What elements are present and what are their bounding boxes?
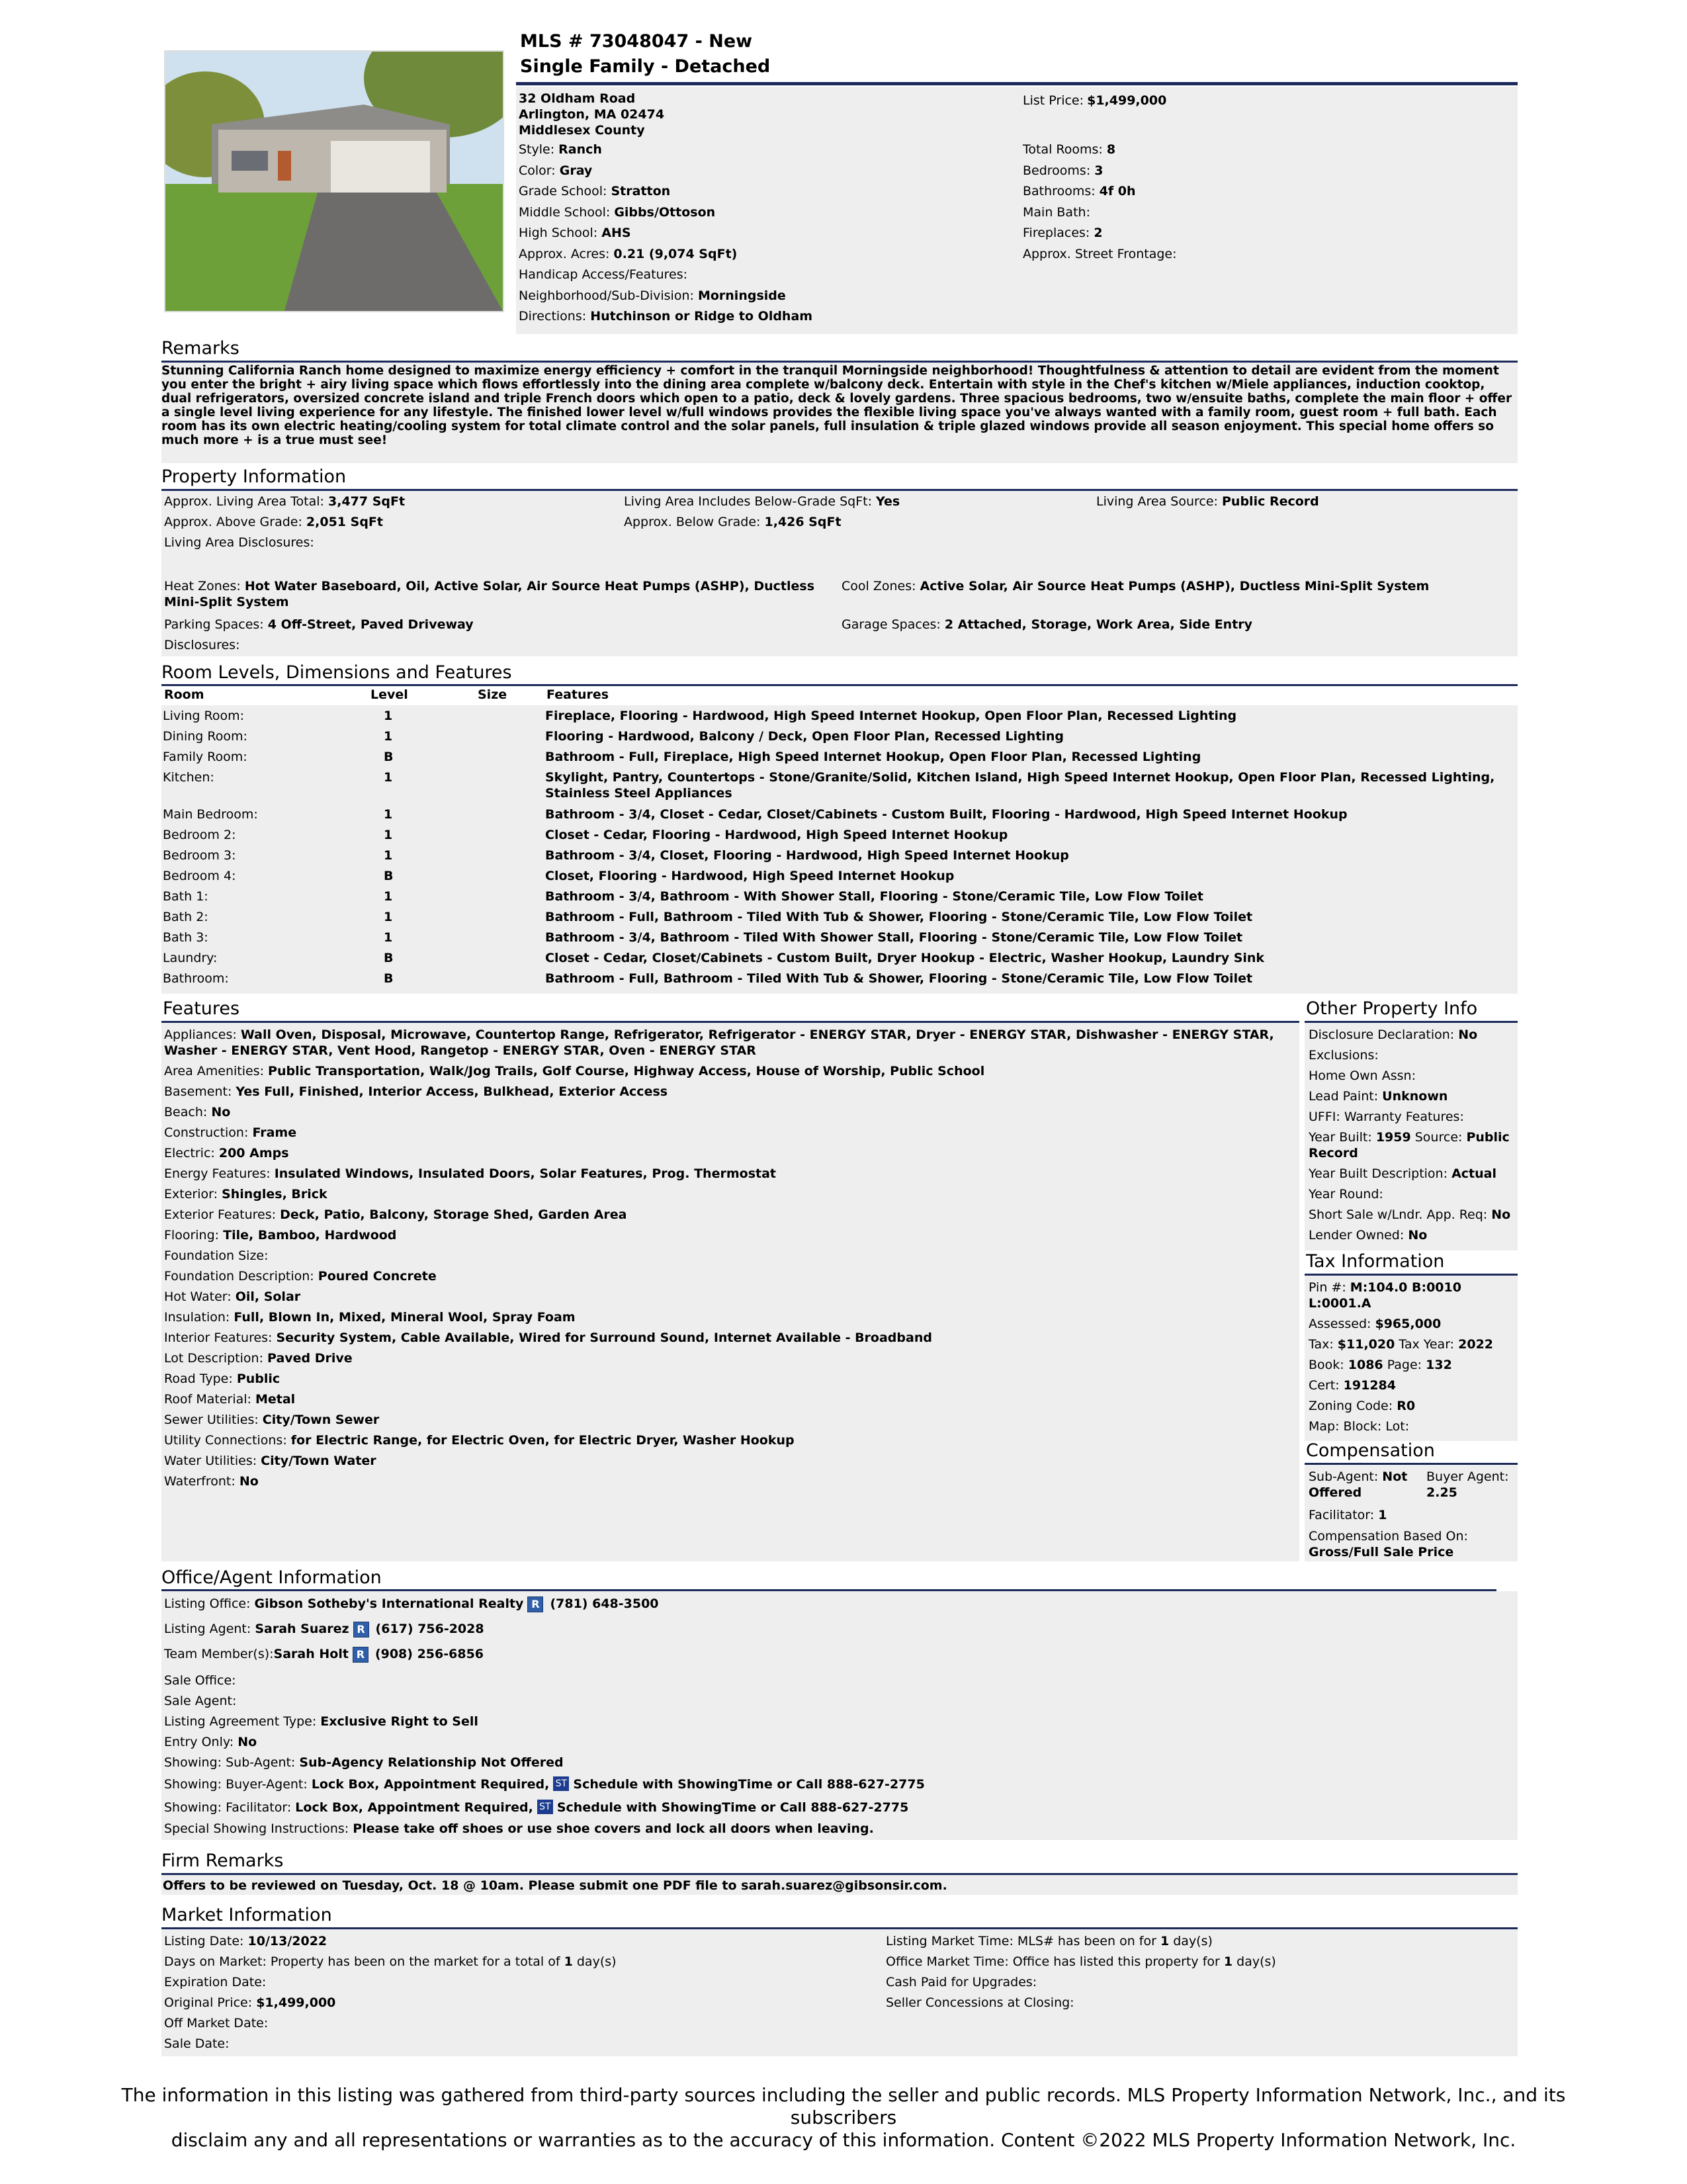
tax-book-page: Book: 1086 Page: 132 xyxy=(1309,1358,1452,1372)
days-on-market: Days on Market: Property has been on the market for a total of 1 day(s) xyxy=(164,1954,617,1969)
rooms-rule xyxy=(161,684,1518,686)
sale-office: Sale Office: xyxy=(164,1673,236,1688)
feature-water: Water Utilities: City/Town Water xyxy=(164,1454,376,1468)
other-year-built-desc: Year Built Description: Actual xyxy=(1309,1166,1496,1181)
feature-utility: Utility Connections: for Electric Range, for Electric Oven, for Electric Dryer, Washer Hookup xyxy=(164,1433,795,1448)
property-photo xyxy=(164,50,504,312)
special-instructions: Special Showing Instructions: Please take off shoes or use shoe covers and lock all doors when leaving. xyxy=(164,1821,874,1836)
feature-flooring: Flooring: Tile, Bamboo, Hardwood xyxy=(164,1228,397,1243)
detail-neighborhood: Neighborhood/Sub-Division: Morningside xyxy=(519,288,786,303)
feature-basement: Basement: Yes Full, Finished, Interior Access, Bulkhead, Exterior Access xyxy=(164,1084,668,1099)
detail-street-frontage: Approx. Street Frontage: xyxy=(1023,246,1177,261)
living-area-disclosures: Living Area Disclosures: xyxy=(164,535,314,550)
other-year-built: Year Built: 1959 Source: Public Record xyxy=(1309,1130,1510,1160)
office-title: Office/Agent Information xyxy=(161,1567,382,1588)
other-lender-owned: Lender Owned: No xyxy=(1309,1228,1428,1243)
market-box xyxy=(161,1929,1518,2056)
address-line2: Arlington, MA 02474 xyxy=(519,107,665,122)
house-photo-icon xyxy=(165,52,503,311)
below-grade: Approx. Below Grade: 1,426 SqFt xyxy=(624,515,842,529)
seller-concessions: Seller Concessions at Closing: xyxy=(886,1995,1074,2010)
header-left-details xyxy=(519,140,812,328)
rooms-header-level: Level xyxy=(370,687,408,702)
feature-insulation: Insulation: Full, Blown In, Mixed, Mineral Wool, Spray Foam xyxy=(164,1310,576,1325)
comp-based-on: Compensation Based On: Gross/Full Sale Price xyxy=(1309,1529,1468,1559)
detail-acres: Approx. Acres: 0.21 (9,074 SqFt) xyxy=(519,246,738,261)
listing-office: Listing Office: Gibson Sotheby's International Realty R (781) 648-3500 xyxy=(164,1596,659,1611)
heat-zones: Heat Zones: Hot Water Baseboard, Oil, Active Solar, Air Source Heat Pumps (ASHP), Ductless Mini-Split System xyxy=(164,579,815,609)
header-details-box xyxy=(516,87,1518,334)
comp-buyer-agent: Buyer Agent: 2.25 xyxy=(1426,1469,1509,1500)
office-market-time: Office Market Time: Office has listed this property for 1 day(s) xyxy=(886,1954,1276,1969)
showingtime-link[interactable]: Schedule with ShowingTime or Call 888-627-2775 xyxy=(573,1777,925,1792)
showing-sub-agent: Showing: Sub-Agent: Sub-Agency Relationship Not Offered xyxy=(164,1755,564,1770)
feature-waterfront: Waterfront: No xyxy=(164,1474,259,1489)
header-right-details xyxy=(1023,140,1177,265)
other-info-title: Other Property Info xyxy=(1306,998,1478,1019)
comp-facilitator: Facilitator: 1 xyxy=(1309,1508,1387,1522)
original-price: Original Price: $1,499,000 xyxy=(164,1995,336,2010)
market-title: Market Information xyxy=(161,1905,332,1925)
feature-exterior: Exterior: Shingles, Brick xyxy=(164,1187,327,1201)
listing-date: Listing Date: 10/13/2022 xyxy=(164,1934,327,1948)
detail-main-bath: Main Bath: xyxy=(1023,204,1090,220)
remarks-title: Remarks xyxy=(161,338,239,359)
other-exclusions: Exclusions: xyxy=(1309,1048,1379,1063)
tax-title: Tax Information xyxy=(1306,1251,1445,1272)
detail-fireplaces: Fireplaces: 2 xyxy=(1023,226,1103,240)
comp-sub-agent: Sub-Agent: Not Offered xyxy=(1309,1469,1408,1500)
team-member: Team Member(s):Sarah Holt R (908) 256-6856 xyxy=(164,1647,484,1661)
listing-title xyxy=(520,29,770,79)
list-price-label: List Price: xyxy=(1023,93,1084,108)
garage-spaces: Garage Spaces: 2 Attached, Storage, Work Area, Side Entry xyxy=(842,617,1253,632)
entry-only: Entry Only: No xyxy=(164,1735,257,1749)
showingtime-link[interactable]: Schedule with ShowingTime or Call 888-627-2775 xyxy=(556,1800,909,1815)
feature-area-amenities: Area Amenities: Public Transportation, Walk/Jog Trails, Golf Course, Highway Access, House of Worship, Public School xyxy=(164,1064,985,1078)
tax-zoning: Zoning Code: R0 xyxy=(1309,1399,1416,1413)
detail-handicap: Handicap Access/Features: xyxy=(519,267,688,282)
feature-foundation-desc: Foundation Description: Poured Concrete xyxy=(164,1269,437,1284)
list-price-value: $1,499,000 xyxy=(1087,93,1167,108)
tax-pin: Pin #: M:104.0 B:0010 L:0001.A xyxy=(1309,1280,1461,1311)
listing-page: MLS # 73048047 - New Single Family - Detached 32 Oldham Road Arlington, MA 02474 Middlesex County List Price: $1,499,000 Style: Ranch Color: Gray Grade School: Stratton Middle School: Gibbs/Ottoson High School: AHS Approx. Acres: 0.21 (9,074 SqFt) Handicap Access/Features: Neighborhood/Sub-Division: Morningside Directions: Hutchinson or Ridge to Oldham Total Rooms: 8 Bedrooms: 3 Bathrooms: 4f 0h Main Bath: Fireplaces: 2 Approx. Street Frontage: Remarks Stunning California Ranch home designed to maximize energy efficiency + comfort in the tranquil Morningside neighborhood! Thoughtfulness & attention to detail are evident from the moment you enter the bright + airy living space which flows effortlessly into the dining area complete w/balcony deck. Entertain with style in the Chef's kitchen w/Miele appliances, induction cooktop, dual refrigerators, oversized concrete island and triple French doors which open to a patio, deck & lovely gardens. Three spacious bedrooms, two w/ensuite baths, complete the main floor + offer a single level living experience for any lifestyle. The finished lower level w/full windows provides the flexible living space you've always wanted with a family room, guest room + full bath. Each room has its own electric heating/cooling system for total climate control and the solar panels, full insulation & triple glazed windows provide all season enjoyment. This special home offers so much more + is a true must see! Property Information Approx. Living Area Total: 3,477 SqFt Living Area Includes Below-Grade SqFt: Yes Living Area Source: Public Record Approx. Above Grade: 2,051 SqFt Approx. Below Grade: 1,426 SqFt Living Area Disclosures: Heat Zones: Hot Water Baseboard, Oil, Active Solar, Air Source Heat Pumps (ASHP), Ductless Mini-Split System Cool Zones: Active Solar, Air Source Heat Pumps (ASHP), Ductless Mini-Split System Parking Spaces: 4 Off-Street, Paved Driveway Garage Spaces: 2 Attached, Storage, Work Area, Side Entry Disclosures: Room Levels, Dimensions and Features Room Level Size Features Living Room: 1 Fireplace, Flooring - Hardwood, High Speed Internet Hookup, Open Floor Plan, Recessed Lighting Dining Room: 1 Flooring - Hardwood, Balcony / Deck, Open Floor Plan, Recessed Lighting Family Room: B Bathroom - Full, Fireplace, High Speed Internet Hookup, Open Floor Plan, Recessed Lighting Kitchen: 1 Skylight, Pantry, Countertops - Stone/Granite/Solid, Kitchen Island, High Speed Internet Hookup, Open Floor Plan, Recessed Lighting, Stainless Steel Appliances Main Bedroom: 1 Bathroom - 3/4, Closet - Cedar, Closet/Cabinets - Custom Built, Flooring - Hardwood, High Speed Internet Hookup Bedroom 2: 1 Closet - Cedar, Flooring - Hardwood, High Speed Internet Hookup Bedroom 3: 1 Bathroom - 3/4, Closet, Flooring - Hardwood, High Speed Internet Hookup Bedroom 4: B Closet, Flooring - Hardwood, High Speed Internet Hookup Bath 1: 1 Bathroom - 3/4, Bathroom - With Shower Stall, Flooring - Stone/Ceramic Tile, Low Flow Toilet Bath 2: 1 Bathroom - Full, Bathroom - Tiled With Tub & Shower, Flooring - Stone/Ceramic Tile, Low Flow Toilet Bath 3: 1 Bathroom - 3/4, Bathroom - Tiled With Shower Stall, Flooring - Stone/Ceramic Tile, Low Flow Toilet Laundry: B Closet - Cedar, Closet/Cabinets - Custom Built, Dryer Hookup - Electric, Washer Hookup, Laundry Sink Bathroom: B Bathroom - Full, Bathroom - Tiled With Tub & Shower, Flooring - Stone/Ceramic Tile, Low Flow Toilet Features Appliances: Wall Oven, Disposal, Microwave, Countertop Range, Refrigerator, Refrigerator - ENERGY STAR, Dryer - ENERGY STAR, Dishwasher - ENERGY STAR, Washer - ENERGY STAR, Vent Hood, Rangetop - ENERGY STAR, Oven - ENERGY STAR Area Amenities: Public Transportation, Walk/Jog Trails, Golf Course, Highway Access, House of Worship, Public School Basement: Yes Full, Finished, Interior Access, Bulkhead, Exterior Access Beach: No Construction: Frame Electric: 200 Amps Energy Features: Insulated Windows, Insulated Doors, Solar Features, Prog. Thermostat Exterior: Shingles, Brick Exterior Features: Deck, Patio, Balcony, Storage Shed, Garden Area Flooring: Tile, Bamboo, Hardwood Foundation Size: Foundation Description: Poured Concrete Hot Water: Oil, Solar Insulation: Full, Blown In, Mixed, Mineral Wool, Spray Foam Interior Features: Security System, Cable Available, Wired for Surround Sound, Internet Available - Broadband Lot Description: Paved Drive Road Type: Public Roof Material: Metal Sewer Utilities: City/Town Sewer Utility Connections: for Electric Range, for Electric Oven, for Electric Dryer, Washer Hookup Water Utilities: City/Town Water Waterfront: No Other Property Info Disclosure Declaration: No Exclusions: Home Own Assn: Lead Paint: Unknown UFFI: Warranty Features: Year Built: 1959 Source: Public Record Year Built Description: Actual Year Round: Short Sale w/Lndr. App. Req: No Lender Owned: No Tax Information Pin #: M:104.0 B:0010 L:0001.A Assessed: $965,000 Tax: $11,020 Tax Year: 2022 Book: 1086 Page: 132 Cert: 191284 Zoning Code: R0 Map: Block: Lot: Compensation Sub-Agent: Not Offered Buyer Agent: 2.25 Facilitator: 1 Compensation Based On: Gross/Full Sale Price Office/Agent Information Listing Office: Gibson Sotheby's International Realty R (781) 648-3500 Listing Agent: Sarah Suarez R (617) 756-2028 Team Member(s):Sarah Holt R (908) 256-6856 Sale Office: Sale Agent: Listing Agreement Type: Exclusive Right to Sell Entry Only: No Showing: Sub-Agent: Sub-Agency Relationship Not Offered Showing: Buyer-Agent: Lock Box, Appointment Required, ST Schedule with ShowingTime or Call 888-627-2775 Showing: Facilitator: Lock Box, Appointment Required, ST Schedule with ShowingTime or Call 888-627-2775 Special Showing Instructions: Please take off shoes or use shoe covers and lock all doors when leaving. Firm Remarks Offers to be reviewed on Tuesday, Oct. 18 @ 10am. Please submit one PDF file to sarah.suarez@gibsonsir.com. Market Information Listing Date: 10/13/2022 Days on Market: Property has been on the market for a total of 1 day(s) Expiration Date: Original Price: $1,499,000 Off Market Date: Sale Date: Listing Market Time: MLS# has been on for 1 day(s) Office Market Time: Office has listed this property for 1 day(s) Cash Paid for Upgrades: Seller Concessions at Closing: The information in this listing was gathered from third-party sources including the seller and public records. MLS Property Information Network, Inc., and its subscribers disclaim any and all representations or warranties as to the accuracy of this information. Content ©2022 MLS Property Information Network, Inc. xyxy=(0,0,1687,2184)
below-grade-included: Living Area Includes Below-Grade SqFt: Yes xyxy=(624,494,900,509)
expiration-date: Expiration Date: xyxy=(164,1975,267,1989)
address-block xyxy=(519,91,664,138)
detail-middle-school: Middle School: Gibbs/Ottoson xyxy=(519,204,716,220)
showing-buyer-agent: Showing: Buyer-Agent: Lock Box, Appointment Required, ST Schedule with ShowingTime or Call 888-627-2775 xyxy=(164,1777,925,1792)
feature-lot: Lot Description: Paved Drive xyxy=(164,1351,353,1366)
listing-agent: Listing Agent: Sarah Suarez R (617) 756-2028 xyxy=(164,1622,484,1636)
tax-cert: Cert: 191284 xyxy=(1309,1378,1396,1393)
parking-spaces: Parking Spaces: 4 Off-Street, Paved Driveway xyxy=(164,617,474,632)
rooms-header-size: Size xyxy=(478,687,507,702)
listing-office-link[interactable]: Gibson Sotheby's International Realty xyxy=(254,1596,524,1611)
feature-hot-water: Hot Water: Oil, Solar xyxy=(164,1289,301,1304)
calendar-icon[interactable]: ST xyxy=(553,1776,569,1791)
realtor-icon[interactable]: R xyxy=(353,1622,369,1638)
feature-construction: Construction: Frame xyxy=(164,1125,297,1140)
other-disclosure: Disclosure Declaration: No xyxy=(1309,1027,1478,1042)
agreement-type: Listing Agreement Type: Exclusive Right to Sell xyxy=(164,1714,478,1729)
tax-map: Map: Block: Lot: xyxy=(1309,1419,1410,1434)
cash-upgrades: Cash Paid for Upgrades: xyxy=(886,1975,1037,1989)
realtor-icon[interactable]: R xyxy=(353,1647,368,1663)
rooms-title: Room Levels, Dimensions and Features xyxy=(161,662,512,683)
living-area-source: Living Area Source: Public Record xyxy=(1096,494,1319,509)
property-type: Single Family - Detached xyxy=(520,56,771,77)
showing-facilitator: Showing: Facilitator: Lock Box, Appointment Required, ST Schedule with ShowingTime or Call 888-627-2775 xyxy=(164,1800,909,1815)
footer-line2: disclaim any and all representations or warranties as to the accuracy of this information. Content ©2022 MLS Property Information Network, Inc. xyxy=(171,2129,1516,2151)
county: Middlesex County xyxy=(519,123,645,138)
cool-zones: Cool Zones: Active Solar, Air Source Heat Pumps (ASHP), Ductless Mini-Split System xyxy=(842,579,1430,593)
tax-amount: Tax: $11,020 Tax Year: 2022 xyxy=(1309,1337,1494,1352)
firm-remarks-title: Firm Remarks xyxy=(161,1851,284,1871)
feature-road: Road Type: Public xyxy=(164,1372,281,1386)
feature-roof: Roof Material: Metal xyxy=(164,1392,296,1407)
firm-remarks-text: Offers to be reviewed on Tuesday, Oct. 18 @ 10am. Please submit one PDF file to sarah.suarez@gibsonsir.com. xyxy=(163,1878,947,1893)
rooms-header-room: Room xyxy=(164,687,204,702)
compensation-title: Compensation xyxy=(1306,1440,1435,1461)
calendar-icon[interactable]: ST xyxy=(537,1800,553,1814)
detail-style: Style: Ranch xyxy=(519,142,602,157)
realtor-icon[interactable]: R xyxy=(527,1596,543,1612)
living-area-total: Approx. Living Area Total: 3,477 SqFt xyxy=(164,494,406,509)
sale-date: Sale Date: xyxy=(164,2036,230,2051)
tax-assessed: Assessed: $965,000 xyxy=(1309,1317,1442,1331)
footer-line1: The information in this listing was gathered from third-party sources including the seller and public records. MLS Property Information Network, Inc., and its subscribers xyxy=(121,2084,1566,2128)
feature-beach: Beach: No xyxy=(164,1105,231,1119)
detail-color: Color: Gray xyxy=(519,163,593,178)
listing-market-time: Listing Market Time: MLS# has been on for 1 day(s) xyxy=(886,1934,1213,1948)
property-info-title: Property Information xyxy=(161,466,347,487)
feature-sewer: Sewer Utilities: City/Town Sewer xyxy=(164,1413,380,1427)
other-hoa: Home Own Assn: xyxy=(1309,1069,1416,1083)
detail-bathrooms: Bathrooms: 4f 0h xyxy=(1023,184,1136,198)
detail-grade-school: Grade School: Stratton xyxy=(519,184,671,198)
feature-interior: Interior Features: Security System, Cable Available, Wired for Surround Sound, Internet Available - Broadband xyxy=(164,1331,932,1345)
feature-electric: Electric: 200 Amps xyxy=(164,1146,289,1160)
other-year-round: Year Round: xyxy=(1309,1187,1383,1201)
feature-energy: Energy Features: Insulated Windows, Insulated Doors, Solar Features, Prog. Thermostat xyxy=(164,1166,776,1181)
header-rule xyxy=(516,82,1518,85)
feature-appliances: Appliances: Wall Oven, Disposal, Microwave, Countertop Range, Refrigerator, Refrigerator - ENERGY STAR, Dryer - ENERGY STAR, Dishwasher - ENERGY STAR, Washer - ENERGY STAR, Vent Hood, Rangetop - ENERGY STAR, Oven - ENERGY STAR xyxy=(164,1027,1274,1058)
mls-number: MLS # 73048047 - New xyxy=(520,31,753,52)
sale-agent: Sale Agent: xyxy=(164,1694,237,1708)
other-lead-paint: Lead Paint: Unknown xyxy=(1309,1089,1448,1104)
off-market-date: Off Market Date: xyxy=(164,2016,269,2031)
features-title: Features xyxy=(163,998,240,1019)
remarks-text: Stunning California Ranch home designed to maximize energy efficiency + comfort in the tranquil Morningside neighborhood! Thoughtfulness & attention to detail are evident from the moment you enter the bright + airy living space which flows effortlessly into the dining area complete w/balcony deck. Entertain with style in the Chef's kitchen w/Miele appliances, induction cooktop, dual refrigerators, oversized concrete island and triple French doors which open to a patio, deck & lovely gardens. Three spacious bedrooms, two w/ensuite baths, complete the main floor + offer a single level living experience for any lifestyle. The finished lower level w/full windows provides the flexible living space you've always wanted with a family room, guest room + full bath. Each room has its own electric heating/cooling system for total climate control and the solar panels, full insulation & triple glazed windows provide all season enjoyment. This special home offers so much more + is a true must see! xyxy=(161,364,1512,447)
detail-total-rooms: Total Rooms: 8 xyxy=(1023,142,1116,157)
feature-exterior-features: Exterior Features: Deck, Patio, Balcony, Storage Shed, Garden Area xyxy=(164,1207,627,1222)
listing-agent-link[interactable]: Sarah Suarez xyxy=(255,1622,349,1636)
disclosures: Disclosures: xyxy=(164,638,240,652)
other-uffi: UFFI: Warranty Features: xyxy=(1309,1110,1464,1124)
detail-directions: Directions: Hutchinson or Ridge to Oldham xyxy=(519,309,813,324)
list-price xyxy=(1023,91,1166,111)
detail-high-school: High School: AHS xyxy=(519,226,631,240)
rooms-header-features: Features xyxy=(546,687,609,702)
feature-foundation-size: Foundation Size: xyxy=(164,1248,269,1263)
above-grade: Approx. Above Grade: 2,051 SqFt xyxy=(164,515,383,529)
other-short-sale: Short Sale w/Lndr. App. Req: No xyxy=(1309,1207,1511,1222)
address-line1: 32 Oldham Road xyxy=(519,91,636,106)
footer-disclaimer xyxy=(112,2084,1575,2152)
detail-bedrooms: Bedrooms: 3 xyxy=(1023,163,1103,178)
team-member-link[interactable]: Sarah Holt xyxy=(273,1647,349,1661)
